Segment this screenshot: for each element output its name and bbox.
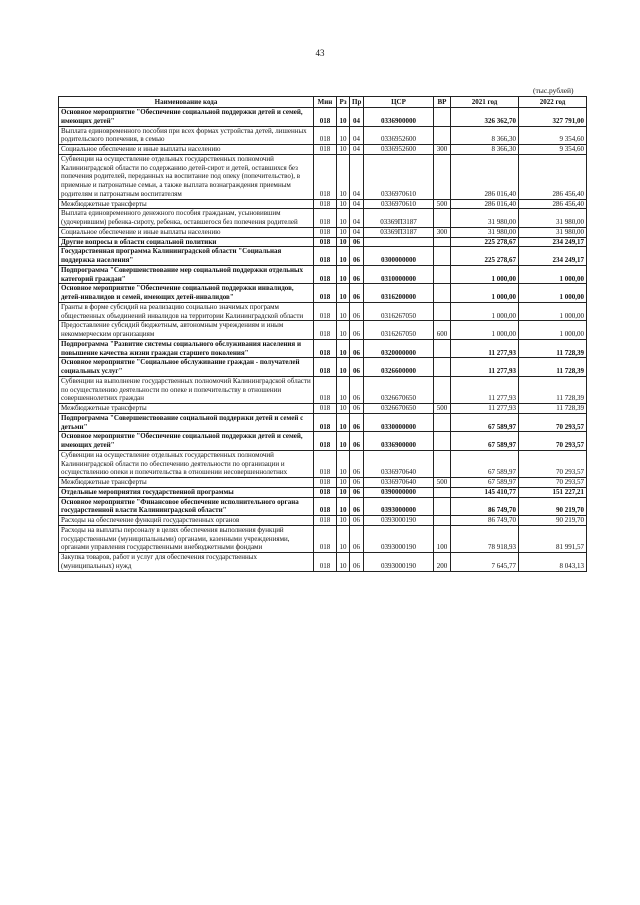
cell-csr: 0336970640 (364, 450, 434, 477)
cell-csr: 0300000000 (364, 247, 434, 266)
table-row (59, 553, 587, 572)
cell-csr: 0390000000 (364, 487, 434, 497)
column-header-vr: ВР (434, 97, 451, 108)
cell-y2022: 70 293,57 (519, 478, 587, 488)
cell-rz: 10 (337, 126, 350, 145)
cell-y2021: 78 918,93 (451, 525, 519, 552)
table-row (59, 478, 587, 488)
cell-name: Социальное обеспечение и иные выплаты населению (59, 227, 314, 237)
cell-pr: 06 (350, 302, 364, 321)
cell-vr (434, 126, 451, 145)
cell-vr (434, 339, 451, 358)
cell-vr (434, 487, 451, 497)
cell-min: 018 (314, 302, 337, 321)
cell-min: 018 (314, 404, 337, 414)
cell-min: 018 (314, 432, 337, 451)
cell-y2022: 327 791,00 (519, 108, 587, 127)
cell-rz: 10 (337, 376, 350, 403)
cell-y2022: 8 043,13 (519, 553, 587, 572)
cell-name: Расходы на выплаты персоналу в целях обеспечения выполнения функций государственными (муниципальными) органами, казенными учреждениями, органами управления государственными внебюджетными фондами (59, 525, 314, 552)
cell-name: Субвенции на осуществление отдельных государственных полномочий Калининградской области по содержанию детей-сирот и детей, оставшихся без попечения родителей, переданных на воспитание под опеку (попечительство), в приемные и патронатные семьи, а также выплата вознаграждения приемным родителям и патронатным воспитателям (59, 154, 314, 199)
table-row (59, 516, 587, 526)
cell-pr: 06 (350, 478, 364, 488)
table-row (59, 432, 587, 451)
column-header-csr: ЦСР (364, 97, 434, 108)
cell-csr: 0320000000 (364, 339, 434, 358)
column-header-rz: Рз (337, 97, 350, 108)
cell-pr: 06 (350, 321, 364, 340)
cell-pr: 06 (350, 553, 364, 572)
cell-min: 018 (314, 516, 337, 526)
cell-y2021: 145 410,77 (451, 487, 519, 497)
cell-vr: 500 (434, 478, 451, 488)
table-row (59, 487, 587, 497)
cell-name: Подпрограмма "Совершенствование социальной поддержки детей и семей с детьми" (59, 413, 314, 432)
cell-rz: 10 (337, 237, 350, 247)
cell-y2021: 31 980,00 (451, 209, 519, 228)
cell-y2021: 86 749,70 (451, 516, 519, 526)
cell-rz: 10 (337, 339, 350, 358)
cell-vr (434, 497, 451, 516)
cell-y2021: 67 589,97 (451, 450, 519, 477)
cell-vr (434, 432, 451, 451)
cell-csr: 0393000190 (364, 553, 434, 572)
budget-table (58, 96, 587, 572)
cell-csr: 0326670650 (364, 376, 434, 403)
cell-y2021: 1 000,00 (451, 265, 519, 284)
cell-y2022: 234 249,17 (519, 237, 587, 247)
cell-vr (434, 209, 451, 228)
table-row (59, 145, 587, 155)
cell-name: Межбюджетные трансферты (59, 404, 314, 414)
cell-name: Основное мероприятие "Обеспечение социальной поддержки детей и семей, имеющих детей" (59, 432, 314, 451)
cell-csr: 0336952600 (364, 126, 434, 145)
table-row (59, 358, 587, 377)
cell-min: 018 (314, 478, 337, 488)
cell-pr: 04 (350, 154, 364, 199)
cell-name: Другие вопросы в области социальной политики (59, 237, 314, 247)
cell-rz: 10 (337, 478, 350, 488)
column-header-min: Мин (314, 97, 337, 108)
cell-name: Отдельные мероприятия государственной программы (59, 487, 314, 497)
cell-min: 018 (314, 339, 337, 358)
cell-y2022: 31 980,00 (519, 209, 587, 228)
table-row (59, 404, 587, 414)
cell-csr: 0336952600 (364, 145, 434, 155)
cell-min: 018 (314, 265, 337, 284)
cell-rz: 10 (337, 525, 350, 552)
cell-vr (434, 450, 451, 477)
cell-rz: 10 (337, 516, 350, 526)
cell-min: 018 (314, 525, 337, 552)
cell-name: Основное мероприятие "Финансовое обеспечение исполнительного органа государственной власти Калининградской области" (59, 497, 314, 516)
cell-vr: 300 (434, 227, 451, 237)
cell-pr: 06 (350, 497, 364, 516)
table-row (59, 154, 587, 199)
cell-pr: 06 (350, 237, 364, 247)
cell-pr: 04 (350, 227, 364, 237)
table-row (59, 126, 587, 145)
cell-y2021: 11 277,93 (451, 358, 519, 377)
cell-csr: 0326670650 (364, 404, 434, 414)
units-label: (тыс.рублей) (533, 86, 574, 95)
cell-y2021: 7 645,77 (451, 553, 519, 572)
table-row (59, 525, 587, 552)
cell-rz: 10 (337, 108, 350, 127)
table-row (59, 413, 587, 432)
cell-y2022: 286 456,40 (519, 199, 587, 209)
cell-pr: 06 (350, 404, 364, 414)
cell-rz: 10 (337, 247, 350, 266)
cell-min: 018 (314, 321, 337, 340)
cell-vr (434, 247, 451, 266)
cell-y2021: 225 278,67 (451, 247, 519, 266)
cell-vr (434, 302, 451, 321)
cell-pr: 06 (350, 358, 364, 377)
cell-csr: 0336900000 (364, 432, 434, 451)
cell-y2021: 11 277,93 (451, 404, 519, 414)
cell-vr (434, 265, 451, 284)
table-row (59, 209, 587, 228)
cell-rz: 10 (337, 553, 350, 572)
cell-pr: 06 (350, 376, 364, 403)
cell-y2022: 70 293,57 (519, 450, 587, 477)
cell-csr: 03369П3187 (364, 209, 434, 228)
cell-pr: 06 (350, 450, 364, 477)
cell-csr: 0316267050 (364, 302, 434, 321)
cell-min: 018 (314, 497, 337, 516)
cell-min: 018 (314, 154, 337, 199)
cell-vr (434, 376, 451, 403)
cell-y2022: 70 293,57 (519, 432, 587, 451)
table-row (59, 247, 587, 266)
table-row (59, 376, 587, 403)
cell-min: 018 (314, 413, 337, 432)
cell-rz: 10 (337, 145, 350, 155)
cell-csr: 0336970610 (364, 199, 434, 209)
cell-min: 018 (314, 227, 337, 237)
cell-y2021: 1 000,00 (451, 321, 519, 340)
cell-rz: 10 (337, 487, 350, 497)
cell-csr: 0310000000 (364, 265, 434, 284)
cell-rz: 10 (337, 227, 350, 237)
cell-rz: 10 (337, 209, 350, 228)
cell-y2022: 81 991,57 (519, 525, 587, 552)
cell-vr: 500 (434, 199, 451, 209)
cell-min: 018 (314, 487, 337, 497)
cell-name: Подпрограмма "Развитие системы социального обслуживания населения и повышение качества жизни граждан старшего поколения" (59, 339, 314, 358)
cell-name: Межбюджетные трансферты (59, 199, 314, 209)
cell-vr (434, 237, 451, 247)
cell-rz: 10 (337, 358, 350, 377)
cell-pr: 04 (350, 108, 364, 127)
cell-name: Выплата единовременного пособия при всех формах устройства детей, лишенных родительского попечения, в семью (59, 126, 314, 145)
cell-y2021: 286 016,40 (451, 154, 519, 199)
cell-pr: 06 (350, 432, 364, 451)
cell-csr: 0330000000 (364, 413, 434, 432)
cell-csr: 0336970640 (364, 478, 434, 488)
cell-rz: 10 (337, 321, 350, 340)
cell-rz: 10 (337, 497, 350, 516)
cell-csr: 0336900000 (364, 108, 434, 127)
cell-pr: 06 (350, 516, 364, 526)
cell-y2022: 151 227,21 (519, 487, 587, 497)
cell-y2022: 90 219,70 (519, 497, 587, 516)
cell-min: 018 (314, 199, 337, 209)
cell-name: Предоставление субсидий бюджетным, автономным учреждениям и иным некоммерческим организациям (59, 321, 314, 340)
cell-y2022: 31 980,00 (519, 227, 587, 237)
cell-min: 018 (314, 553, 337, 572)
column-header-pr: Пр (350, 97, 364, 108)
cell-vr (434, 516, 451, 526)
cell-rz: 10 (337, 199, 350, 209)
table-row (59, 108, 587, 127)
cell-y2022: 70 293,57 (519, 413, 587, 432)
cell-vr: 100 (434, 525, 451, 552)
table-row (59, 237, 587, 247)
cell-name: Основное мероприятие "Обеспечение социальной поддержки инвалидов, детей-инвалидов и семей, имеющих детей-инвалидов" (59, 284, 314, 303)
cell-rz: 10 (337, 154, 350, 199)
cell-y2022: 234 249,17 (519, 247, 587, 266)
cell-pr: 06 (350, 265, 364, 284)
table-row (59, 450, 587, 477)
cell-name: Социальное обеспечение и иные выплаты населению (59, 145, 314, 155)
cell-vr (434, 358, 451, 377)
column-header-2021: 2021 год (451, 97, 519, 108)
table-row (59, 227, 587, 237)
cell-y2021: 326 362,70 (451, 108, 519, 127)
cell-rz: 10 (337, 265, 350, 284)
cell-pr: 04 (350, 145, 364, 155)
cell-rz: 10 (337, 413, 350, 432)
cell-csr: 0393000190 (364, 516, 434, 526)
cell-y2021: 11 277,93 (451, 376, 519, 403)
cell-csr: 0393000000 (364, 497, 434, 516)
table-body (59, 108, 587, 572)
cell-pr: 06 (350, 339, 364, 358)
cell-min: 018 (314, 376, 337, 403)
cell-vr: 300 (434, 145, 451, 155)
cell-name: Основное мероприятие "Социальное обслуживание граждан - получателей социальных услуг" (59, 358, 314, 377)
cell-y2022: 11 728,39 (519, 376, 587, 403)
cell-rz: 10 (337, 404, 350, 414)
cell-y2021: 67 589,97 (451, 413, 519, 432)
cell-y2022: 1 000,00 (519, 302, 587, 321)
cell-vr (434, 284, 451, 303)
cell-y2021: 1 000,00 (451, 302, 519, 321)
cell-vr: 200 (434, 553, 451, 572)
cell-pr: 04 (350, 209, 364, 228)
cell-min: 018 (314, 237, 337, 247)
table-row (59, 321, 587, 340)
cell-min: 018 (314, 209, 337, 228)
cell-y2022: 1 000,00 (519, 284, 587, 303)
cell-csr: 0393000190 (364, 525, 434, 552)
cell-y2022: 90 219,70 (519, 516, 587, 526)
cell-y2021: 225 278,67 (451, 237, 519, 247)
cell-rz: 10 (337, 284, 350, 303)
cell-y2021: 67 589,97 (451, 432, 519, 451)
cell-y2022: 9 354,60 (519, 145, 587, 155)
cell-name: Межбюджетные трансферты (59, 478, 314, 488)
cell-pr: 04 (350, 199, 364, 209)
cell-rz: 10 (337, 432, 350, 451)
cell-min: 018 (314, 284, 337, 303)
cell-csr (364, 237, 434, 247)
cell-pr: 06 (350, 487, 364, 497)
cell-pr: 06 (350, 247, 364, 266)
cell-min: 018 (314, 358, 337, 377)
cell-y2021: 1 000,00 (451, 284, 519, 303)
cell-y2022: 1 000,00 (519, 265, 587, 284)
cell-vr (434, 154, 451, 199)
cell-rz: 10 (337, 450, 350, 477)
table-row (59, 302, 587, 321)
table-row (59, 339, 587, 358)
column-header-name: Наименование кода (59, 97, 314, 108)
cell-name: Выплата единовременного денежного пособия гражданам, усыновившим (удочерившим) ребенка-сироту, ребенка, оставшегося без попечения родителей (59, 209, 314, 228)
cell-name: Закупка товаров, работ и услуг для обеспечения государственных (муниципальных) нужд (59, 553, 314, 572)
cell-y2021: 8 366,30 (451, 145, 519, 155)
cell-pr: 06 (350, 413, 364, 432)
cell-y2021: 11 277,93 (451, 339, 519, 358)
table-row (59, 199, 587, 209)
cell-name: Гранты в форме субсидий на реализацию социально значимых программ общественных объединений инвалидов на территории Калининградской области (59, 302, 314, 321)
cell-csr: 03369П3187 (364, 227, 434, 237)
cell-y2021: 67 589,97 (451, 478, 519, 488)
cell-pr: 06 (350, 525, 364, 552)
cell-min: 018 (314, 450, 337, 477)
cell-name: Основное мероприятие "Обеспечение социальной поддержки детей и семей, имеющих детей" (59, 108, 314, 127)
cell-vr (434, 413, 451, 432)
cell-y2022: 9 354,60 (519, 126, 587, 145)
cell-name: Субвенции на выполнение государственных полномочий Калининградской области по осуществлению деятельности по опеке и попечительству в отношении совершеннолетних граждан (59, 376, 314, 403)
cell-y2021: 8 366,30 (451, 126, 519, 145)
cell-csr: 0336970610 (364, 154, 434, 199)
cell-y2022: 1 000,00 (519, 321, 587, 340)
cell-name: Расходы на обеспечение функций государственных органов (59, 516, 314, 526)
cell-min: 018 (314, 108, 337, 127)
cell-y2022: 11 728,39 (519, 358, 587, 377)
cell-min: 018 (314, 145, 337, 155)
table-row (59, 284, 587, 303)
cell-vr (434, 108, 451, 127)
table-header-row (59, 97, 587, 108)
cell-min: 018 (314, 126, 337, 145)
cell-y2022: 11 728,39 (519, 404, 587, 414)
page-number: 43 (315, 48, 325, 58)
cell-name: Субвенции на осуществление отдельных государственных полномочий Калининградской области по обеспечению деятельности по организации и осуществлению опеки и попечительства в отношении несовершеннолетних (59, 450, 314, 477)
cell-pr: 06 (350, 284, 364, 303)
cell-y2021: 286 016,40 (451, 199, 519, 209)
cell-csr: 0316200000 (364, 284, 434, 303)
column-header-2022: 2022 год (519, 97, 587, 108)
cell-name: Подпрограмма "Совершенствование мер социальной поддержки отдельных категорий граждан" (59, 265, 314, 284)
cell-vr: 500 (434, 404, 451, 414)
cell-y2022: 11 728,39 (519, 339, 587, 358)
cell-csr: 0326600000 (364, 358, 434, 377)
cell-csr: 0316267050 (364, 321, 434, 340)
table-row (59, 497, 587, 516)
cell-rz: 10 (337, 302, 350, 321)
table-row (59, 265, 587, 284)
cell-vr: 600 (434, 321, 451, 340)
cell-min: 018 (314, 247, 337, 266)
cell-y2022: 286 456,40 (519, 154, 587, 199)
cell-pr: 04 (350, 126, 364, 145)
cell-name: Государственная программа Калининградской области "Социальная поддержка населения" (59, 247, 314, 266)
cell-y2021: 86 749,70 (451, 497, 519, 516)
cell-y2021: 31 980,00 (451, 227, 519, 237)
